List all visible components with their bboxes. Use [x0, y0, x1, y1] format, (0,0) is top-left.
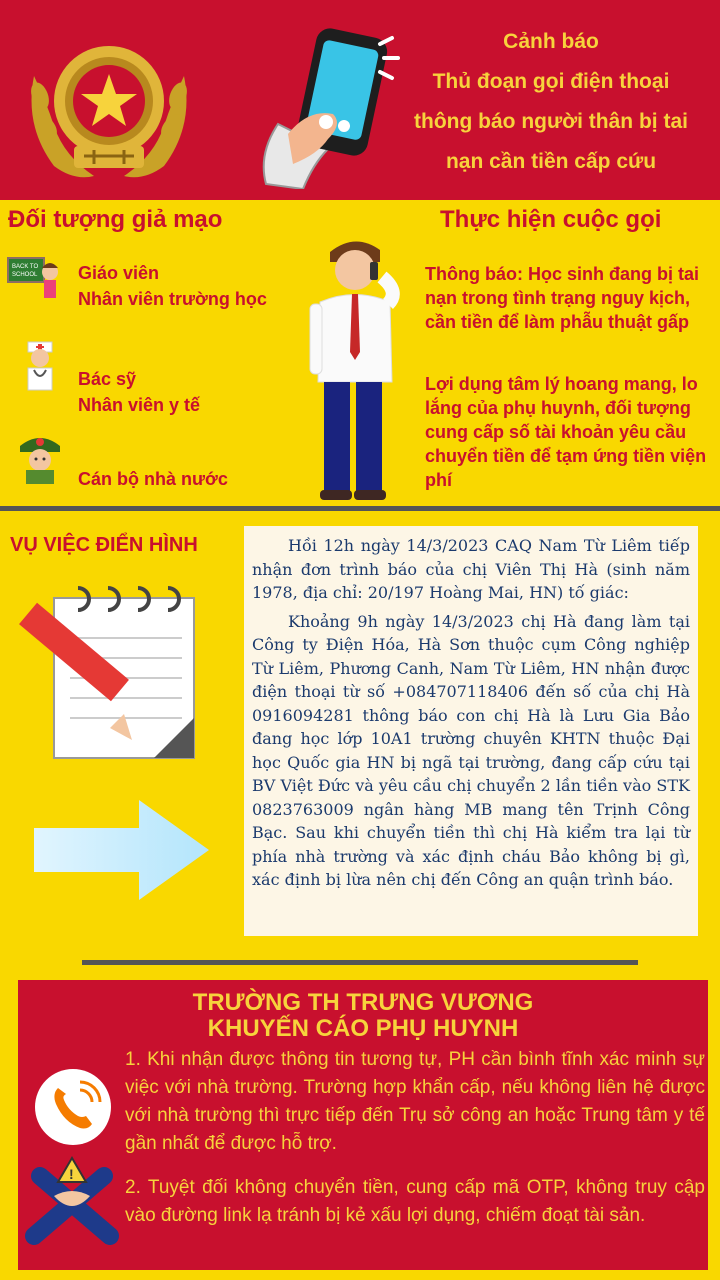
- impersonator-doctor: [78, 366, 200, 418]
- teacher-icon: [6, 250, 62, 306]
- impersonator-line: Nhân viên trường học: [78, 289, 267, 309]
- soldier-icon: [12, 430, 68, 486]
- doctor-icon: [12, 340, 68, 396]
- no-warning-icon: [24, 1156, 120, 1246]
- call-title: Thực hiện cuộc gọi: [440, 206, 662, 233]
- man-on-phone-icon: [300, 232, 410, 502]
- arrow-right-icon: [34, 800, 209, 900]
- advice-title: KHUYẾN CÁO PHỤ HUYNH: [207, 1015, 519, 1042]
- hand-phone-icon: [248, 14, 408, 189]
- warning-title: [392, 22, 710, 182]
- case-paragraph-2: Khoảng 9h ngày 14/3/2023 chị Hà đang làm tại Công ty Điện Hóa, Hà Sơn thuộc cụm Công nghiệp Từ Liêm, Phương Canh, Nam Từ Liêm, HN nhận được điện thoại từ số +084707118406 đến số của chị Hà 0916094281 thông báo con chị Hà là Lưu Gia Bảo đang học lớp 10A1 trường chuyên KHTN thuộc Đại học Quốc gia HN bị ngã tại trường, đang cấp cứu tại BV Việt Đức và yêu cầu chị chuyển 2 lần tiền vào STK 0823763009 ngân hàng MB mang tên Trịnh Công Bạc. Sau khi chuyển tiền thì chị Hà kiểm tra lại từ phía nhà trường và xác định cháu Bảo không bị gì, xác định bị lừa nên chị đến Công an quận trình báo.: [252, 611, 690, 889]
- call-exploit: Lợi dụng tâm lý hoang mang, lo lắng của phụ huynh, đối tượng cung cấp số tài khoản yêu cầu chuyển tiền để tạm ứng tiền viện phí: [425, 374, 707, 490]
- case-paragraph-1: Hồi 12h ngày 14/3/2023 CAQ Nam Từ Liêm tiếp nhận đơn trình báo của chị Viên Thị Hà (sinh năm 1978, địa chỉ: 20/197 Hoàng Mai, HN) tố giác:: [252, 536, 690, 602]
- warning-line-3: thông báo người thân bị tai: [414, 110, 688, 133]
- case-description: [244, 526, 698, 936]
- impersonator-line: Nhân viên y tế: [78, 395, 201, 415]
- svg-text:SCHOOL: SCHOOL: [12, 272, 38, 278]
- school-name: TRƯỜNG TH TRƯNG VƯƠNG: [192, 989, 534, 1016]
- impersonator-teacher: [78, 260, 267, 312]
- notepad-pencil-icon: [14, 578, 204, 768]
- impersonator-officer: [78, 466, 228, 492]
- case-title: VỤ VIỆC ĐIỂN HÌNH: [10, 534, 198, 556]
- svg-text:!: !: [69, 1166, 74, 1182]
- header-banner: [0, 0, 720, 200]
- section-divider-2: [82, 960, 638, 965]
- impersonator-line: Bác sỹ: [78, 369, 137, 389]
- warning-line-2: Thủ đoạn gọi điện thoại: [432, 70, 670, 93]
- impersonator-line: Giáo viên: [78, 263, 160, 283]
- advice-item-2: 2. Tuyệt đối không chuyển tiền, cung cấp mã OTP, không truy cập vào đường link lạ tránh bị kẻ xấu lợi dụng, chiếm đoạt tài sản.: [125, 1177, 705, 1226]
- section-divider: [0, 506, 720, 511]
- police-emblem-icon: [14, 16, 204, 186]
- call-notice: Thông báo: Học sinh đang bị tai nạn trong tình trạng nguy kịch, cần tiền để làm phẫu thuật gấp: [425, 264, 699, 332]
- svg-text:BACK TO: BACK TO: [12, 264, 39, 270]
- impersonators-title: Đối tượng giả mạo: [8, 206, 223, 233]
- warning-line-1: Cảnh báo: [503, 30, 599, 53]
- warning-line-4: nạn cần tiền cấp cứu: [445, 150, 657, 173]
- call-icon: [34, 1068, 112, 1146]
- impersonator-line: Cán bộ nhà nước: [78, 469, 228, 489]
- advice-item-1: 1. Khi nhận được thông tin tương tự, PH cần bình tĩnh xác minh sự việc với nhà trường. Trường hợp khẩn cấp, nếu không liên hệ được với nhà trường thì trực tiếp đến Trụ sở công an hoặc Trung tâm y tế gần nhất để được hỗ trợ.: [125, 1049, 705, 1154]
- advice-panel: [18, 980, 708, 1270]
